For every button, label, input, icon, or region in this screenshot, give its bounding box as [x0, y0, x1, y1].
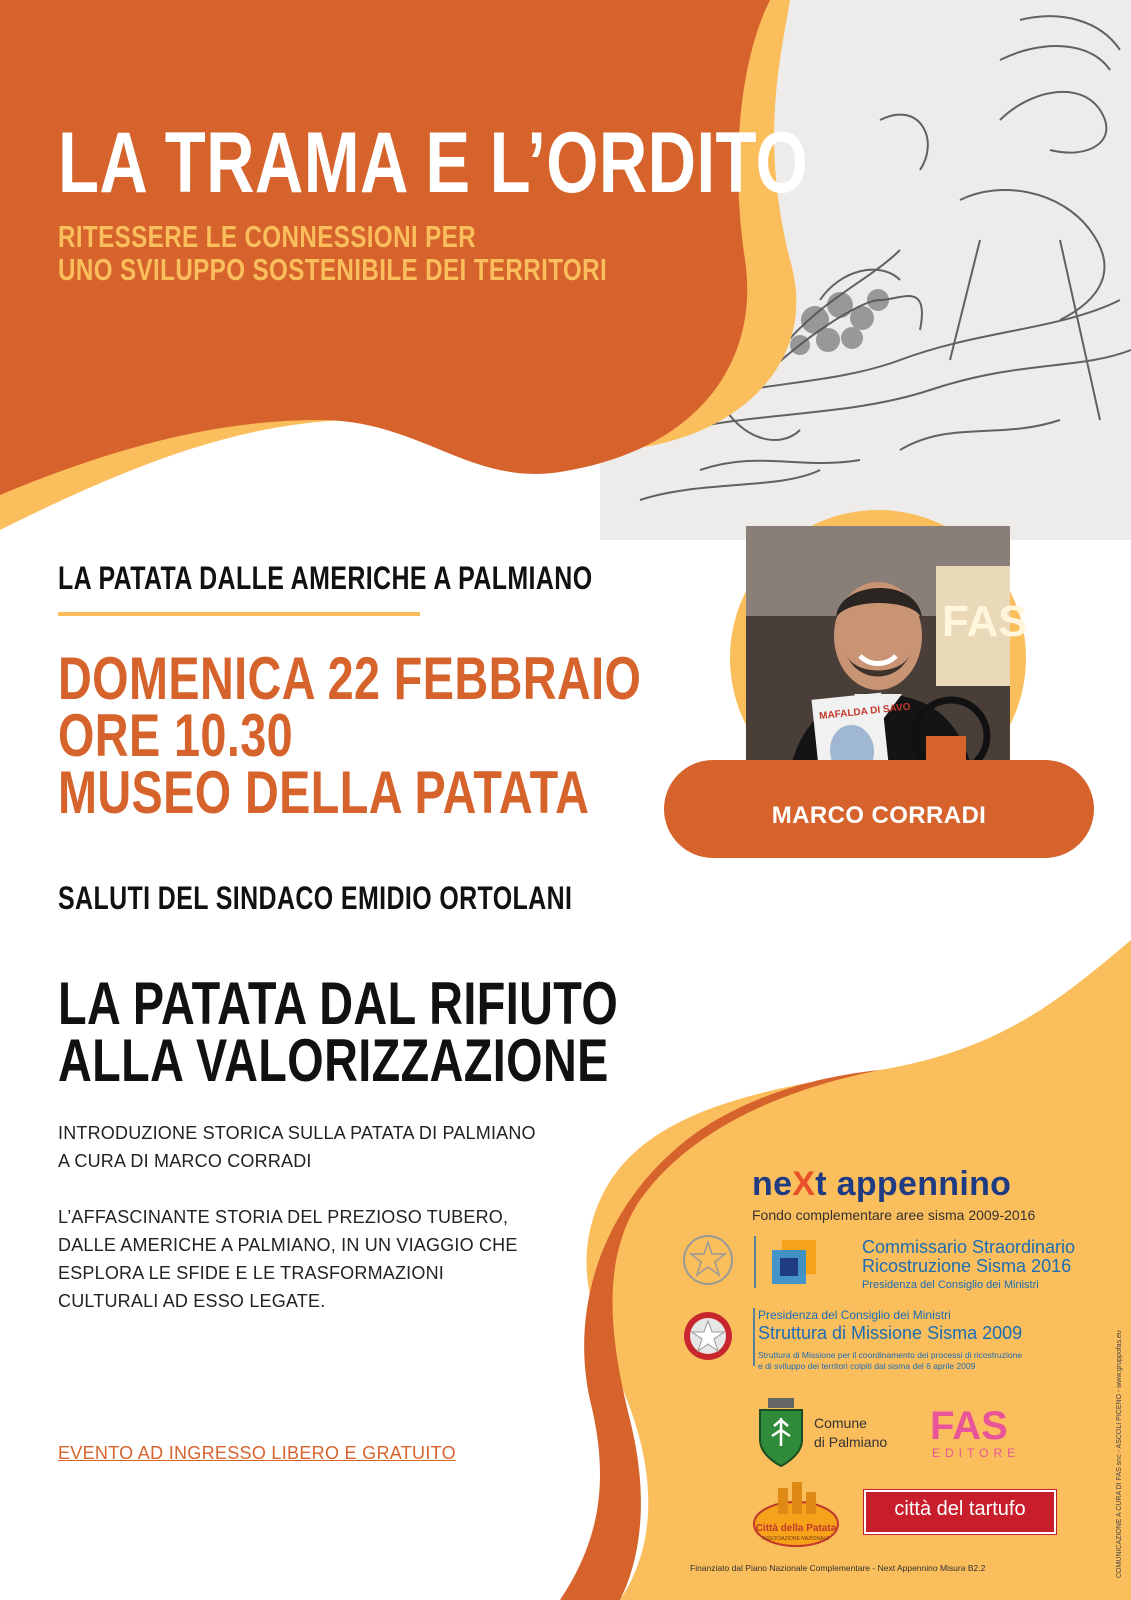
book-title: MAFALDA DI SAVO: [818, 701, 912, 723]
commissario-line-2: Ricostruzione Sisma 2016: [862, 1256, 1072, 1276]
citta-della-patata-subtitle: ASSOCIAZIONE NAZIONALE: [762, 1536, 830, 1542]
struttura-sub-line-1: Struttura di Missione per il coordinamento dei processi di ricostruzione: [758, 1350, 1023, 1360]
speaker-name: MARCO CORRADI: [771, 802, 987, 829]
description-text: [58, 1203, 518, 1315]
date-time-venue: [58, 645, 642, 826]
free-entry-link[interactable]: EVENTO AD INGRESSO LIBERO E GRATUITO: [58, 1443, 456, 1463]
comune-line-1: Comune: [814, 1415, 867, 1431]
next-appennino-subtitle: Fondo complementare aree sisma 2009-2016: [752, 1207, 1036, 1223]
talk-title-line-2: ALLA VALORIZZAZIONE: [58, 1027, 609, 1094]
speaker-photo: [746, 526, 1028, 790]
fas-editore-subtitle: EDITORE: [932, 1446, 1021, 1460]
intro-line-1: INTRODUZIONE STORICA SULLA PATATA DI PALMIANO: [58, 1123, 536, 1143]
event-venue: MUSEO DELLA PATATA: [58, 759, 590, 826]
poster-subtitle: [58, 220, 607, 286]
italian-emblem-icon: [680, 1232, 820, 1292]
intro-line-2: A CURA DI MARCO CORRADI: [58, 1151, 312, 1171]
commissario-line-1: Commissario Straordinario: [862, 1237, 1076, 1257]
commissario-logo-text: [862, 1238, 1075, 1276]
citta-del-tartufo-label: città del tartufo: [894, 1498, 1026, 1520]
subtitle-line-2: UNO SVILUPPO SOSTENIBILE DEI TERRITORI: [58, 252, 608, 287]
next-logo-x: X: [792, 1165, 816, 1203]
poster-title: LA TRAMA E L’ORDITO: [58, 115, 809, 211]
fas-sign-text: FAS: [942, 597, 1028, 646]
intro-text: [58, 1119, 536, 1175]
talk-title-line-1: LA PATATA DAL RIFIUTO: [58, 970, 619, 1037]
citta-della-patata-label: Città della Patata: [755, 1523, 837, 1534]
republic-emblem-icon: [680, 1306, 760, 1368]
struttura-sub-line-2: e di sviluppo dei territori colpiti dal sisma del 6 aprile 2009: [758, 1361, 976, 1371]
mayor-greeting: SALUTI DEL SINDACO EMIDIO ORTOLANI: [58, 880, 573, 916]
next-logo-part1: ne: [752, 1165, 793, 1203]
desc-line-2: DALLE AMERICHE A PALMIANO, IN UN VIAGGIO CHE: [58, 1235, 518, 1255]
comune-palmiano-label: [814, 1414, 887, 1452]
next-logo-part2: t appennino: [815, 1165, 1012, 1203]
struttura-label: Struttura di Missione Sisma 2009: [758, 1323, 1023, 1343]
event-date: DOMENICA 22 FEBBRAIO: [58, 645, 642, 712]
palmiano-crest-icon: [754, 1396, 808, 1468]
commissario-subtitle: Presidenza del Consiglio dei Ministri: [862, 1279, 1039, 1291]
desc-line-4: CULTURALI AD ESSO LEGATE.: [58, 1291, 326, 1311]
event-time: ORE 10.30: [58, 702, 294, 769]
struttura-subtitle: [758, 1350, 1058, 1372]
talk-title: [58, 970, 619, 1094]
comune-line-2: di Palmiano: [814, 1434, 888, 1450]
subtitle-line-1: RITESSERE LE CONNESSIONI PER: [58, 219, 477, 254]
presidenza-label: Presidenza del Consiglio dei Ministri: [758, 1308, 951, 1322]
desc-line-3: ESPLORA LE SFIDE E LE TRASFORMAZIONI: [58, 1263, 444, 1283]
fas-editore-logo: FAS: [930, 1404, 1008, 1448]
event-heading: LA PATATA DALLE AMERICHE A PALMIANO: [58, 560, 593, 596]
next-appennino-logo: [752, 1165, 1011, 1204]
desc-line-1: L’AFFASCINANTE STORIA DEL PREZIOSO TUBERO,: [58, 1207, 509, 1227]
funding-note: Finanziato dal Piano Nazionale Complementare - Next Appennino Misura B2.2: [690, 1563, 986, 1573]
credits-vertical-note: COMUNICAZIONE A CURA DI FAS snc - ASCOLI PICENO - www.gruppofas.eu: [1116, 1330, 1123, 1578]
heading-underline: [58, 612, 420, 616]
